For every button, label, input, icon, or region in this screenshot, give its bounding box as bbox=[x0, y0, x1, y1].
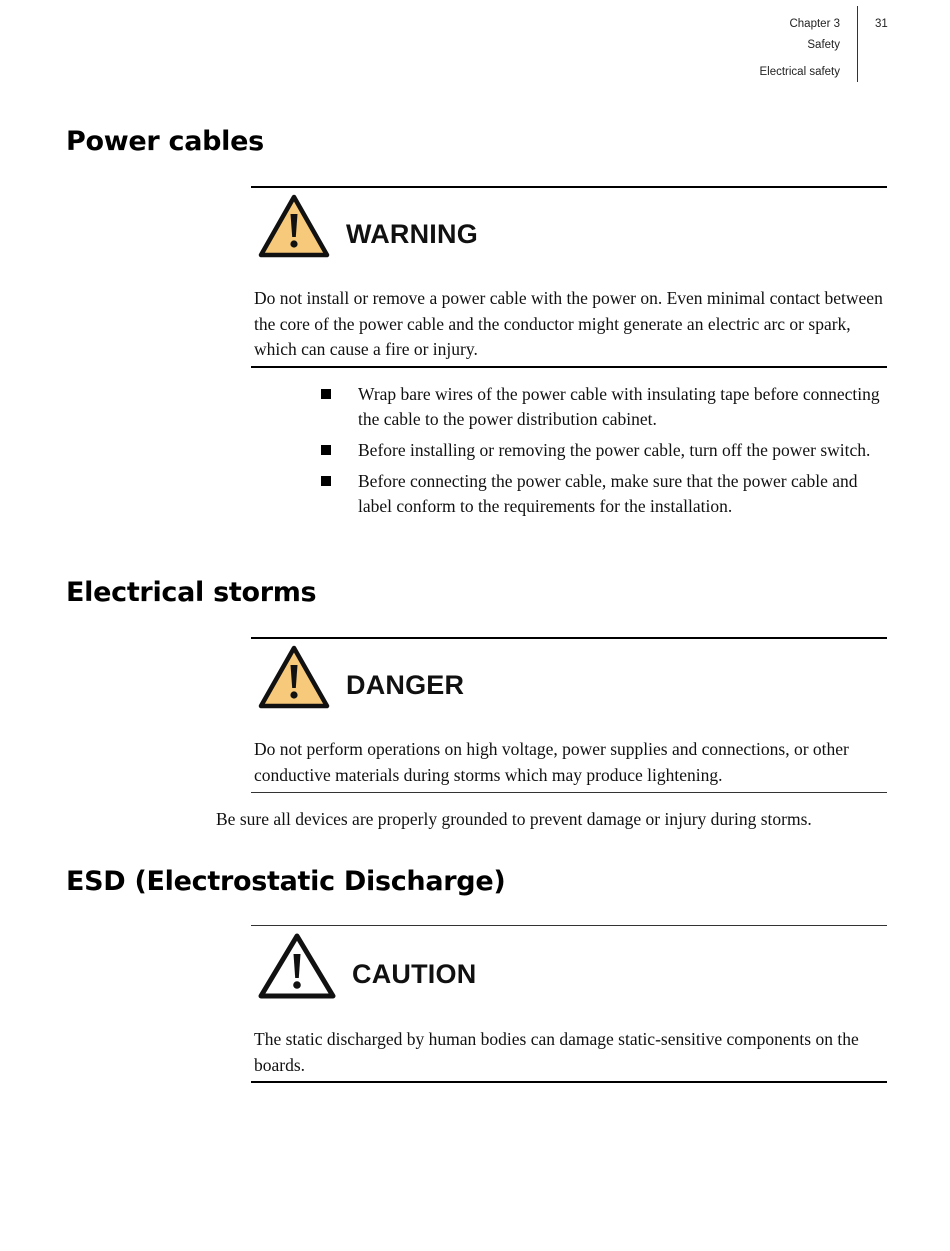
notice-top-rule bbox=[251, 925, 887, 926]
warning-triangle-icon bbox=[258, 194, 330, 258]
list-item-text: Before installing or removing the power cable, turn off the power switch. bbox=[358, 440, 871, 460]
danger-label: DANGER bbox=[346, 669, 465, 700]
storm-grounding-text: Be sure all devices are properly grounded to prevent damage or injury during storms. bbox=[216, 809, 812, 829]
notice-bottom-rule bbox=[251, 792, 887, 793]
warning-text: Do not install or remove a power cable with the power on. Even minimal contact between the core of the power cable and the conductor might generate an electric arc or spark, which can cause a fire or injury. bbox=[254, 288, 883, 359]
header-subsection: Electrical safety bbox=[759, 66, 840, 78]
caution-text: The static discharged by human bodies can damage static-sensitive components on the boards. bbox=[254, 1029, 859, 1075]
list-item-text: Before connecting the power cable, make sure that the power cable and label conform to the requirements for the installation. bbox=[358, 471, 858, 516]
bullet-square-icon bbox=[321, 476, 331, 486]
bullet-square-icon bbox=[321, 445, 331, 455]
power-cable-bullet-list bbox=[320, 382, 880, 525]
header-section: Safety bbox=[807, 39, 840, 51]
list-item-text: Wrap bare wires of the power cable with insulating tape before connecting the cable to the power distribution cabinet. bbox=[358, 384, 880, 429]
heading-power-cables: Power cables bbox=[66, 126, 264, 157]
header-divider bbox=[857, 6, 858, 82]
danger-text: Do not perform operations on high voltage, power supplies and connections, or other conductive materials during storms which may produce lightening. bbox=[254, 739, 849, 785]
header-chapter: Chapter 3 bbox=[789, 18, 840, 30]
danger-notice bbox=[258, 645, 464, 709]
list-item bbox=[320, 382, 880, 432]
notice-top-rule bbox=[251, 186, 887, 188]
page-number: 31 bbox=[875, 18, 888, 30]
caution-notice bbox=[258, 933, 476, 999]
list-item bbox=[320, 438, 880, 463]
warning-label: WARNING bbox=[346, 218, 478, 249]
warning-notice bbox=[258, 194, 478, 258]
list-item bbox=[320, 469, 880, 519]
caution-label: CAUTION bbox=[352, 958, 477, 989]
notice-top-rule bbox=[251, 637, 887, 639]
bullet-square-icon bbox=[321, 389, 331, 399]
notice-bottom-rule bbox=[251, 366, 887, 368]
heading-electrical-storms: Electrical storms bbox=[66, 577, 317, 608]
heading-esd: ESD (Electrostatic Discharge) bbox=[66, 866, 506, 897]
caution-triangle-icon bbox=[258, 933, 336, 999]
notice-bottom-rule bbox=[251, 1081, 887, 1083]
danger-triangle-icon bbox=[258, 645, 330, 709]
